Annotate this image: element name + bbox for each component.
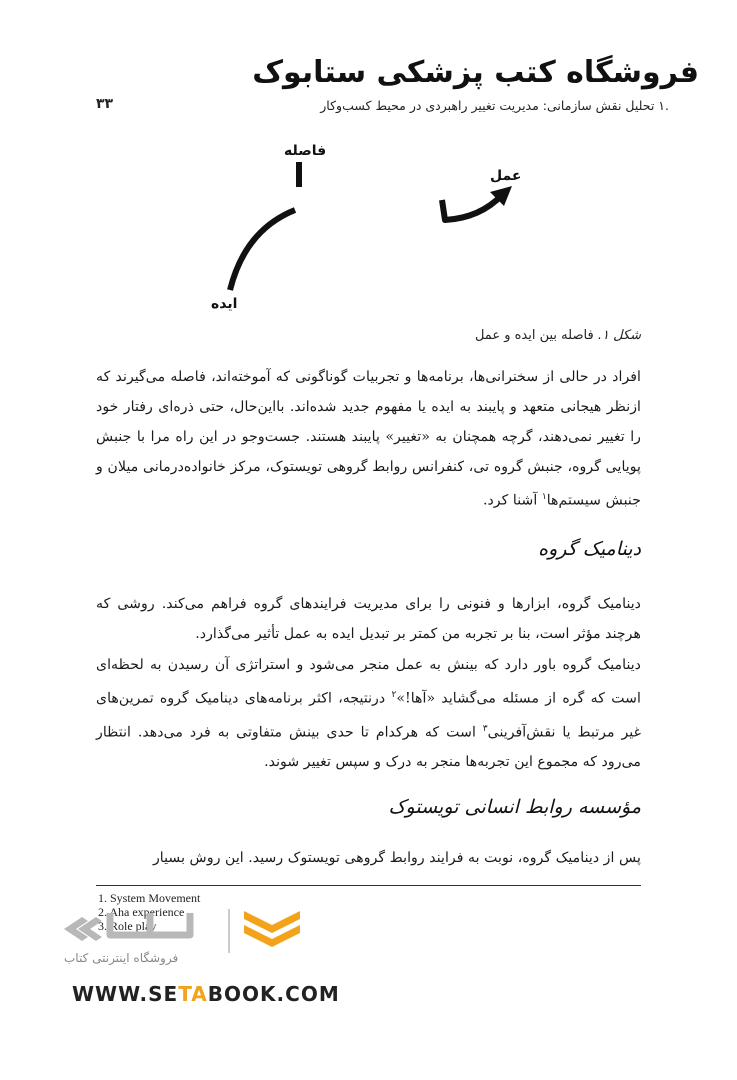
page-number: ۳۳ xyxy=(96,96,114,112)
logo-book-chevrons-icon xyxy=(244,911,300,947)
paragraph-3 xyxy=(96,650,641,777)
figure-caption-text: فاصله بین ایده و عمل xyxy=(474,328,598,343)
running-header: .۱ تحلیل نقش سازمانی: مدیریت تغییر راهبردی در محیط کسب‌وکار xyxy=(320,98,669,113)
action-arrow-shaft xyxy=(442,195,502,220)
idea-arc xyxy=(230,210,295,290)
watermark-url xyxy=(72,982,340,1006)
footnote-divider xyxy=(96,885,641,886)
store-title: فروشگاه کتب پزشکی ستابوک xyxy=(252,55,699,90)
setabook-logo xyxy=(60,905,320,955)
gap-marker xyxy=(296,162,302,187)
section-heading-tavistock: مؤسسه روابط انسانی تویستوک xyxy=(388,796,641,818)
paragraph-3-part-c: است که هرکدام تا حدی بینش متفاوتی به فرد می‌دهد. انتظار می‌رود که مجموع این تجربه‌ها منجر به درک و سپس تغییر شوند. xyxy=(96,724,641,771)
paragraph-2: دینامیک گروه، ابزارها و فنونی را برای مدیریت فرایندهای گروه فراهم می‌کند. روشی که هرچند مؤثر است، بنا بر تجربه من کمتر بر تبدیل ایده به عمل تأثیر می‌گذارد. xyxy=(96,596,641,642)
watermark-tagline: فروشگاه اینترنتی کتاب xyxy=(64,951,179,965)
label-gap: فاصله xyxy=(284,143,327,159)
footnote-ref-3: ۳ xyxy=(482,723,488,734)
paragraph-1-text: افراد در حالی از سخنرانی‌ها، برنامه‌ها و تجربیات گوناگونی که آموخته‌اند، فاصله می‌گیرند که ازنظر هیجانی متعهد و پایبند به ایده یا مفهوم جدید شده‌اند. بااین‌حال، حتی ذره‌ای رفتار خود را تغییر نمی‌دهند، گرچه همچنان به «تغییر» پایبند هستند. جست‌وجو در این راه مرا با جنبش پویایی گروه، جنبش گروه تی، کنفرانس روابط گروهی تویستوک، مرکز خانواده‌درمانی میلان و جنبش سیستم‌ها xyxy=(96,369,641,509)
footnote-3: 3. Role play xyxy=(98,919,157,933)
logo-wordmark xyxy=(110,913,190,935)
footnote-1: 1. System Movement xyxy=(98,891,201,905)
url-highlight: TA xyxy=(178,982,208,1006)
idea-action-gap-figure xyxy=(190,130,550,320)
paragraph-1 xyxy=(96,362,641,516)
paragraph-1-end: آشنا کرد. xyxy=(482,492,542,509)
label-action: عمل xyxy=(490,168,522,184)
label-idea: ایده xyxy=(211,296,238,312)
paragraph-3-part-a: دینامیک گروه باور دارد که بینش به عمل منجر می‌شود و استراتژی آن رسیدن به لحظه‌ای است که گره از مسئله می‌گشاید «آها!» xyxy=(96,657,641,707)
footnote-ref-1: ۱ xyxy=(541,492,547,502)
logo-chevrons-icon xyxy=(64,917,102,941)
footnote-ref-2: ۲ xyxy=(391,690,397,700)
url-suffix: BOOK.COM xyxy=(207,982,340,1006)
section-heading-group-dynamics: دینامیک گروه xyxy=(538,538,641,560)
figure-caption xyxy=(141,328,641,343)
url-prefix: WWW.SE xyxy=(72,982,179,1006)
paragraph-4: پس از دینامیک گروه، نوبت به فرایند روابط گروهی تویستوک رسید. این روش بسیار xyxy=(152,850,641,866)
paragraph-3-part-b: درنتیجه، اکثر برنامه‌های دینامیک گروه تمرین‌های غیر مرتبط یا نقش‌آفرینی xyxy=(96,690,641,741)
figure-caption-prefix: شکل ۱. xyxy=(597,328,641,343)
logo-divider xyxy=(228,909,230,953)
footnote-2: 2. Aha experience xyxy=(98,905,185,919)
